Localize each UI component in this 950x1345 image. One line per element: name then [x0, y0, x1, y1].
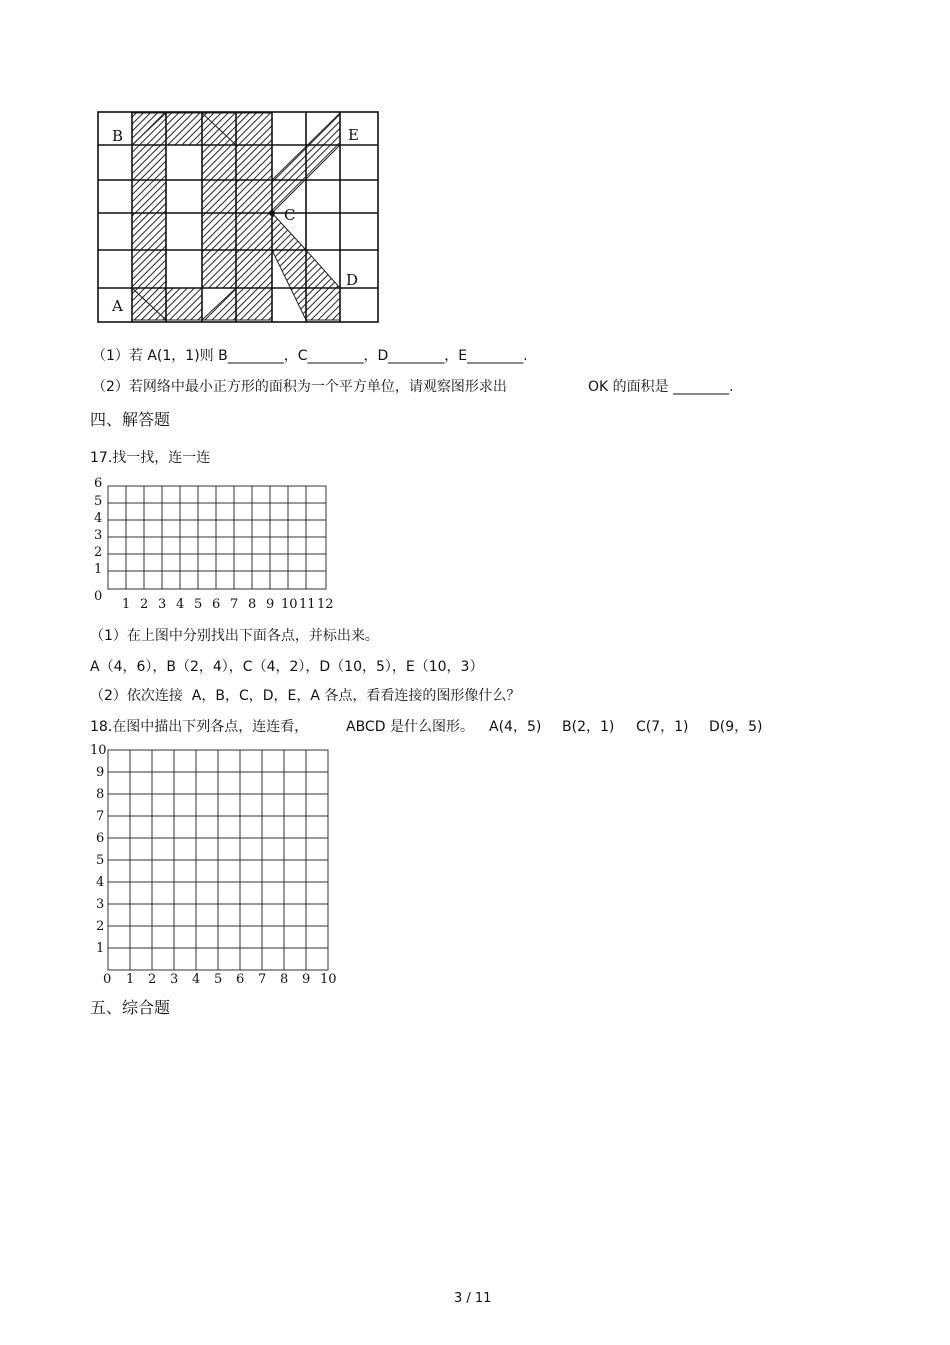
q18-title: 18.在图中描出下列各点，连连看， [90, 719, 309, 735]
q18-x-tick: 10 [320, 972, 337, 987]
q18-y-tick: 5 [96, 853, 105, 868]
q18-title-b: ABCD 是什么图形。 [346, 719, 474, 735]
q18-grid-lines [108, 750, 328, 970]
q18-x-tick: 8 [280, 972, 289, 987]
q18-y-tick: 4 [96, 875, 105, 890]
section-5-title: 五、综合题 [90, 998, 171, 1017]
q18-point-c: C(7，1) [636, 719, 689, 735]
q18-y-tick: 2 [96, 919, 105, 934]
q18-x-tick: 1 [126, 972, 135, 987]
q18-x-tick: 0 [103, 972, 112, 987]
letter-o-shape [132, 113, 236, 320]
q17-y-tick: 3 [94, 528, 103, 543]
q18-x-tick: 2 [148, 972, 157, 987]
ok-grid-figure [96, 110, 380, 326]
q16-part2-a: （2）若网络中最小正方形的面积为一个平方单位，请观察图形求出 [92, 379, 507, 395]
q18-x-tick: 7 [258, 972, 267, 987]
q17-x-tick: 12 [317, 597, 334, 612]
q16-part1: （1）若 A(1，1)则 B________，C________，D________，E________. [92, 348, 528, 364]
q17-y-tick: 0 [94, 589, 103, 604]
q17-y-tick: 1 [94, 562, 103, 577]
letter-k-stem [236, 113, 272, 320]
label-c: C [284, 206, 296, 224]
section-4-title: 四、解答题 [90, 410, 171, 429]
q18-y-tick: 8 [96, 787, 105, 802]
q18-x-tick: 5 [214, 972, 223, 987]
q17-x-tick: 8 [248, 597, 257, 612]
label-e: E [348, 126, 359, 144]
q17-title: 17.找一找，连一连 [90, 450, 211, 466]
q17-y-tick: 6 [94, 476, 103, 491]
q17-x-tick: 11 [299, 597, 316, 612]
q17-x-tick: 9 [266, 597, 275, 612]
q18-y-tick: 10 [90, 743, 107, 758]
label-a: A [112, 297, 123, 315]
q17-x-tick: 6 [212, 597, 221, 612]
q18-x-tick: 3 [170, 972, 179, 987]
q17-x-tick: 5 [194, 597, 203, 612]
q17-grid [88, 472, 344, 617]
q18-point-d: D(9，5) [709, 719, 763, 735]
q18-x-tick: 9 [302, 972, 311, 987]
q18-y-tick: 7 [96, 809, 105, 824]
q18-y-tick: 3 [96, 897, 105, 912]
q17-x-tick: 4 [176, 597, 185, 612]
q18-y-tick: 6 [96, 831, 105, 846]
q17-part2: （2）依次连接 A，B，C，D，E，A 各点，看看连接的图形像什么？ [90, 688, 521, 704]
label-d: D [346, 271, 359, 289]
q18-x-tick: 6 [236, 972, 245, 987]
q18-y-tick: 9 [96, 765, 105, 780]
q18-x-axis-labels [103, 972, 337, 987]
q17-points: A（4，6），B（2，4），C（4，2），D（10，5），E（10，3） [90, 659, 484, 675]
q18-y-tick: 1 [96, 941, 105, 956]
q16-part2-b: OK 的面积是 ________. [588, 379, 734, 395]
q17-y-tick: 2 [94, 545, 103, 560]
q17-x-tick: 2 [140, 597, 149, 612]
point-c-dot [269, 210, 275, 216]
q17-x-tick: 3 [158, 597, 167, 612]
q18-y-axis-labels [90, 743, 107, 956]
q17-y-axis-labels [94, 476, 102, 604]
label-b: B [112, 127, 124, 145]
q17-y-tick: 5 [94, 494, 103, 509]
q17-grid-lines [108, 486, 326, 589]
q17-x-tick: 1 [122, 597, 131, 612]
q17-x-tick: 10 [281, 597, 298, 612]
page-number: 3 / 11 [454, 1291, 492, 1306]
o-corner-br [202, 288, 236, 320]
q17-y-tick: 4 [94, 511, 103, 526]
q17-part1: （1）在上图中分别找出下面各点，并标出来。 [90, 628, 379, 644]
q18-grid [86, 740, 346, 990]
q18-point-a: A(4，5) [489, 719, 542, 735]
q18-point-b: B(2，1) [562, 719, 615, 735]
q17-x-axis-labels [122, 597, 334, 612]
q17-x-tick: 7 [230, 597, 239, 612]
q18-x-tick: 4 [192, 972, 201, 987]
